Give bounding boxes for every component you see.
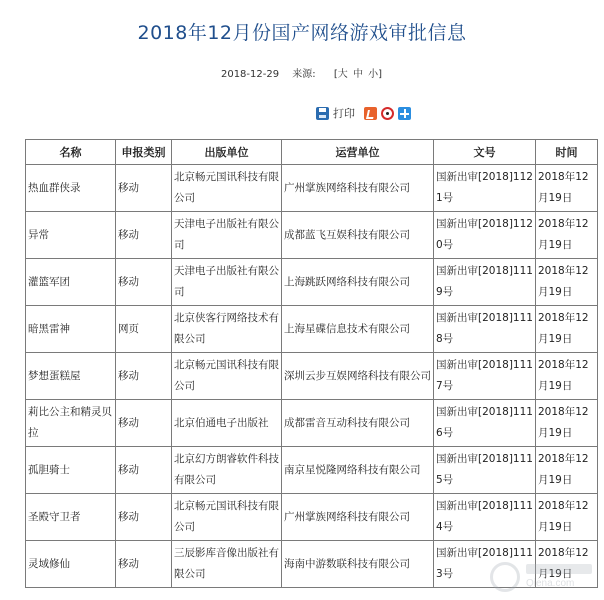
approval-number-cell: 国新出审[2018]1121号 [434, 165, 536, 212]
approval-number-cell: 国新出审[2018]1117号 [434, 353, 536, 400]
publisher-cell: 天津电子出版社有限公司 [172, 212, 282, 259]
approval-date-cell: 2018年12月19日 [536, 353, 598, 400]
table-header-row [26, 140, 598, 165]
column-header-category: 申报类别 [116, 140, 172, 165]
approval-number-cell: 国新出审[2018]1113号 [434, 541, 536, 588]
font-size-switcher [333, 65, 383, 80]
article-toolbar [316, 104, 415, 122]
column-header-name: 名称 [26, 140, 116, 165]
game-name-cell: 圣殿守卫者 [26, 494, 116, 541]
approval-date-cell: 2018年12月19日 [536, 212, 598, 259]
game-name-cell: 热血群侠录 [26, 165, 116, 212]
operator-cell: 上海跳跃网络科技有限公司 [282, 259, 434, 306]
publisher-cell: 北京畅元国讯科技有限公司 [172, 165, 282, 212]
game-name-cell: 灌篮军团 [26, 259, 116, 306]
publisher-cell: 北京幻方朗睿软件科技有限公司 [172, 447, 282, 494]
column-header-operator: 运营单位 [282, 140, 434, 165]
font-size-large-link[interactable]: [大 [333, 69, 348, 80]
approval-date-cell: 2018年12月19日 [536, 306, 598, 353]
operator-cell: 广州掌族网络科技有限公司 [282, 494, 434, 541]
game-name-cell: 孤胆骑士 [26, 447, 116, 494]
game-name-cell: 莉比公主和精灵贝拉 [26, 400, 116, 447]
publisher-cell: 北京畅元国讯科技有限公司 [172, 494, 282, 541]
publisher-cell: 北京畅元国讯科技有限公司 [172, 353, 282, 400]
column-header-approval-number: 文号 [434, 140, 536, 165]
table-row [26, 212, 598, 259]
table-row [26, 165, 598, 212]
approval-number-cell: 国新出审[2018]1116号 [434, 400, 536, 447]
table-row [26, 259, 598, 306]
font-size-small-link[interactable]: 小] [368, 69, 383, 80]
operator-cell: 海南中游数联科技有限公司 [282, 541, 434, 588]
approval-number-cell: 国新出审[2018]1120号 [434, 212, 536, 259]
table-row [26, 447, 598, 494]
category-cell: 移动 [116, 212, 172, 259]
publisher-cell: 北京伯通电子出版社 [172, 400, 282, 447]
category-cell: 移动 [116, 353, 172, 400]
category-cell: 移动 [116, 259, 172, 306]
publish-date: 2018-12-29 [220, 69, 280, 80]
share-weibo-icon[interactable] [381, 107, 394, 120]
watermark-text: Qiena.com [526, 578, 575, 589]
publisher-cell: 天津电子出版社有限公司 [172, 259, 282, 306]
source-label: 来源: [292, 69, 316, 80]
share-qzone-icon[interactable] [364, 107, 377, 120]
approval-date-cell: 2018年12月19日 [536, 165, 598, 212]
category-cell: 移动 [116, 494, 172, 541]
print-button[interactable]: 打印 [333, 107, 355, 120]
operator-cell: 成都雷音互动科技有限公司 [282, 400, 434, 447]
approval-date-cell: 2018年12月19日 [536, 494, 598, 541]
table-row [26, 400, 598, 447]
font-size-medium-link[interactable]: 中 [352, 69, 363, 80]
share-more-icon[interactable] [398, 107, 411, 120]
approval-date-cell: 2018年12月19日 [536, 541, 598, 588]
game-name-cell: 梦想蛋糕屋 [26, 353, 116, 400]
game-name-cell: 灵域修仙 [26, 541, 116, 588]
approval-date-cell: 2018年12月19日 [536, 447, 598, 494]
game-name-cell: 异常 [26, 212, 116, 259]
approval-number-cell: 国新出审[2018]1114号 [434, 494, 536, 541]
approval-date-cell: 2018年12月19日 [536, 400, 598, 447]
table-row [26, 306, 598, 353]
approval-date-cell: 2018年12月19日 [536, 259, 598, 306]
table-row [26, 494, 598, 541]
column-header-publisher: 出版单位 [172, 140, 282, 165]
approval-number-cell: 国新出审[2018]1118号 [434, 306, 536, 353]
operator-cell: 广州掌族网络科技有限公司 [282, 165, 434, 212]
category-cell: 移动 [116, 400, 172, 447]
operator-cell: 成都蓝飞互娱科技有限公司 [282, 212, 434, 259]
publisher-cell: 三辰影库音像出版社有限公司 [172, 541, 282, 588]
article-meta [0, 65, 604, 80]
approval-table [25, 139, 598, 588]
operator-cell: 深圳云步互娱网络科技有限公司 [282, 353, 434, 400]
print-icon[interactable] [316, 107, 329, 120]
column-header-date: 时间 [536, 140, 598, 165]
publisher-cell: 北京侠客行网络技术有限公司 [172, 306, 282, 353]
table-row [26, 541, 598, 588]
operator-cell: 南京星悦隆网络科技有限公司 [282, 447, 434, 494]
operator-cell: 上海星碟信息技术有限公司 [282, 306, 434, 353]
page-title: 2018年12月份国产网络游戏审批信息 [137, 22, 467, 44]
game-name-cell: 暗黑雷神 [26, 306, 116, 353]
category-cell: 移动 [116, 447, 172, 494]
table-row [26, 353, 598, 400]
approval-number-cell: 国新出审[2018]1119号 [434, 259, 536, 306]
approval-number-cell: 国新出审[2018]1115号 [434, 447, 536, 494]
category-cell: 移动 [116, 541, 172, 588]
category-cell: 移动 [116, 165, 172, 212]
category-cell: 网页 [116, 306, 172, 353]
